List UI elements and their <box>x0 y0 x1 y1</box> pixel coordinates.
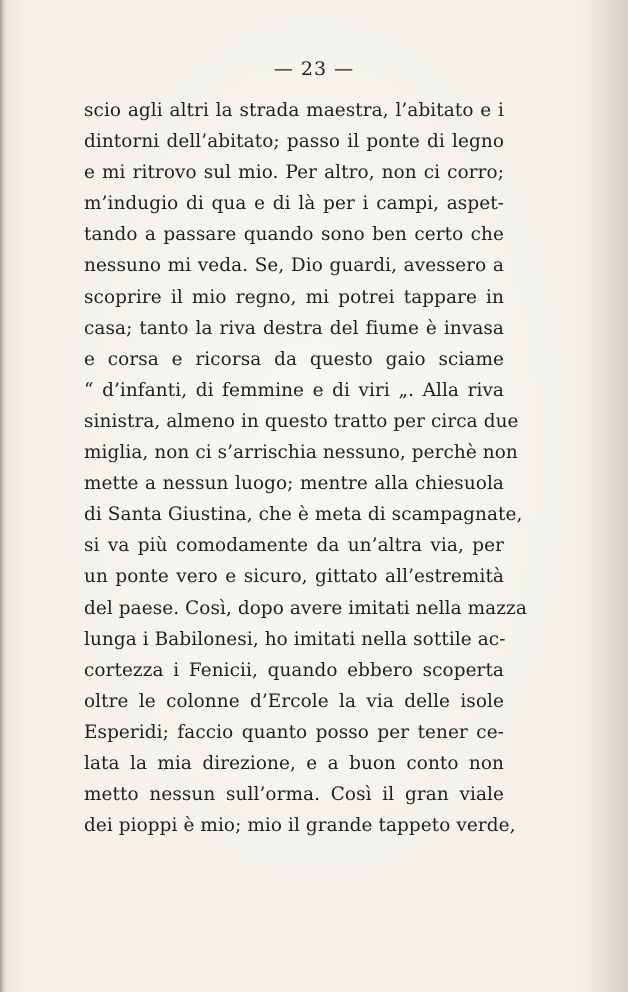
text-line: lunga i Babilonesi, ho imitati nella sottile ac- <box>84 628 506 650</box>
text-line: cortezza i Fenicii, quando ebbero scoperta <box>84 659 504 681</box>
text-line: casa; tanto la riva destra del fiume è invasa <box>84 317 504 339</box>
text-line: tando a passare quando sono ben certo che <box>84 224 504 246</box>
text-line: sinistra, almeno in questo tratto per circa due <box>84 410 519 432</box>
text-line: mette a nessun luogo; mentre alla chiesuola <box>84 473 504 495</box>
body-text <box>84 95 527 841</box>
text-line: scoprire il mio regno, mi potrei tappare in <box>84 286 504 308</box>
page-right-shadow <box>588 0 628 992</box>
text-line: “ d’infanti, di femmine e di viri „. Alla riva <box>84 379 504 401</box>
page-binding-edge <box>0 0 6 992</box>
text-line: e corsa e ricorsa da questo gaio sciame <box>84 348 504 370</box>
text-line: miglia, non ci s’arrischia nessuno, perchè non <box>84 442 518 464</box>
text-line: lata la mia direzione, e a buon conto non <box>84 752 504 774</box>
text-line: dintorni dell’abitato; passo il ponte di legno <box>84 131 504 153</box>
text-line: del paese. Così, dopo avere imitati nella mazza <box>84 597 527 619</box>
text-line: e mi ritrovo sul mio. Per altro, non ci corro; <box>84 162 504 184</box>
text-line: Esperidi; faccio quanto posso per tener ce- <box>84 721 504 743</box>
text-line: di Santa Giustina, che è meta di scampagnate, <box>84 504 523 526</box>
text-line: oltre le colonne d’Ercole la via delle isole <box>84 690 504 712</box>
text-line: un ponte vero e sicuro, gittato all’estremità <box>84 566 504 588</box>
text-line: metto nessun sull’orma. Così il gran viale <box>84 784 504 806</box>
text-line: dei pioppi è mio; mio il grande tappeto verde, <box>84 815 516 837</box>
text-line: si va più comodamente da un’altra via, per <box>84 535 504 557</box>
text-line: scio agli altri la strada maestra, l’abitato e i <box>84 100 504 121</box>
text-line: m’indugio di qua e di là per i campi, aspet- <box>84 193 504 215</box>
page-number: — 23 — <box>273 58 355 80</box>
text-line: nessuno mi veda. Se, Dio guardi, avessero a <box>84 255 504 277</box>
